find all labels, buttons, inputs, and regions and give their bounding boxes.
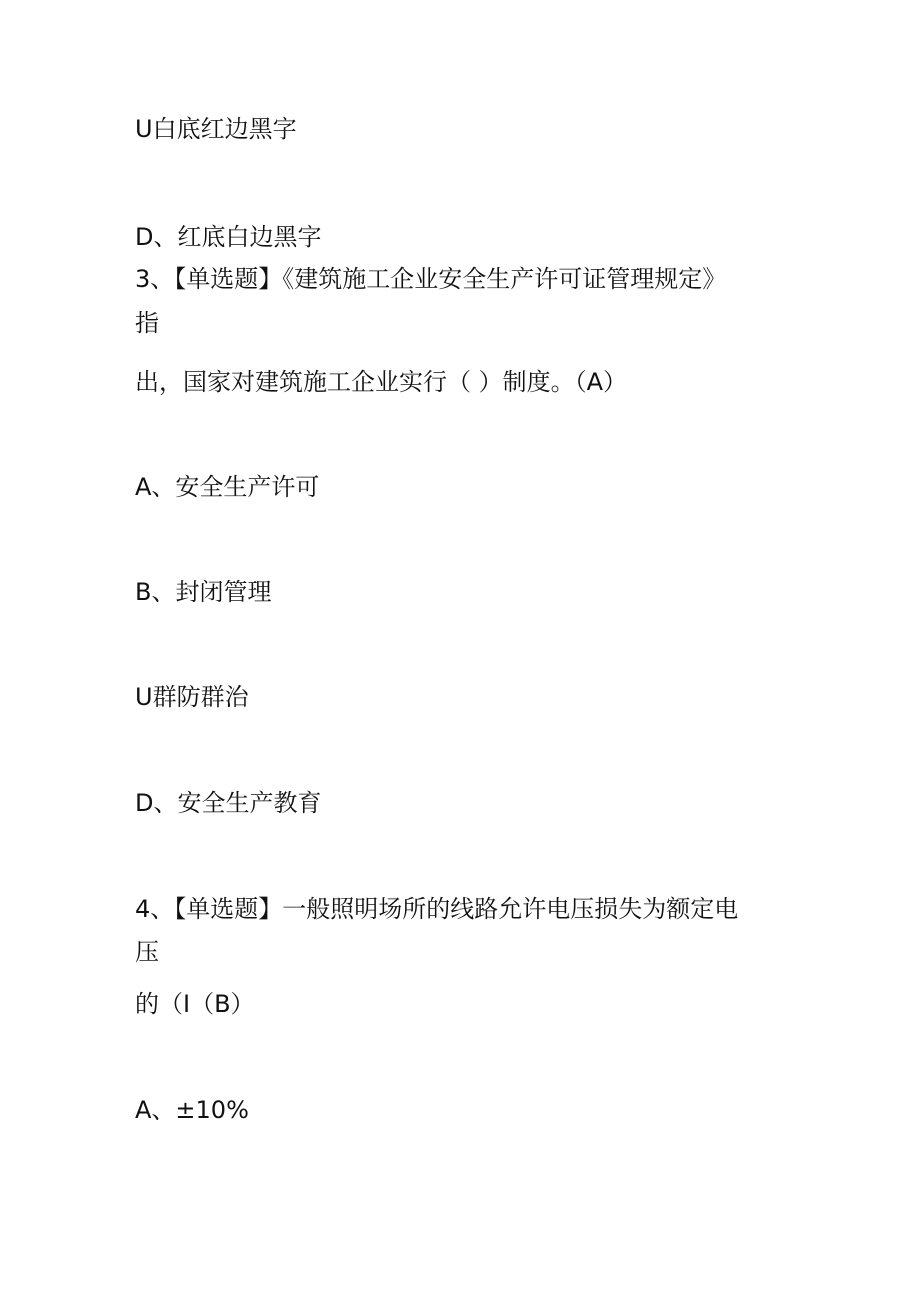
question-4-text-line-3: 的（I（B） xyxy=(135,990,255,1018)
question-4-text-line-2: 压 xyxy=(135,938,159,966)
option-a-q3: A、安全生产许可 xyxy=(135,473,320,501)
option-b-q3: B、封闭管理 xyxy=(135,578,272,606)
option-c-q2: U白底红边黑字 xyxy=(135,115,297,143)
question-3-text-line-3: 出，国家对建筑施工企业实行（ ）制度。（A） xyxy=(135,368,628,396)
option-c-q3: U群防群治 xyxy=(135,683,249,711)
question-4-text-line-1: 4、【单选题】一般照明场所的线路允许电压损失为额定电 xyxy=(135,895,739,923)
option-d-q2: D、红底白边黑字 xyxy=(135,223,322,251)
option-a-q4: A、±10% xyxy=(135,1096,249,1124)
question-3-text-line-2: 指 xyxy=(135,309,159,337)
question-3-text-line-1: 3、【单选题】《建筑施工企业安全生产许可证管理规定》 xyxy=(135,265,727,293)
option-d-q3: D、安全生产教育 xyxy=(135,789,322,817)
